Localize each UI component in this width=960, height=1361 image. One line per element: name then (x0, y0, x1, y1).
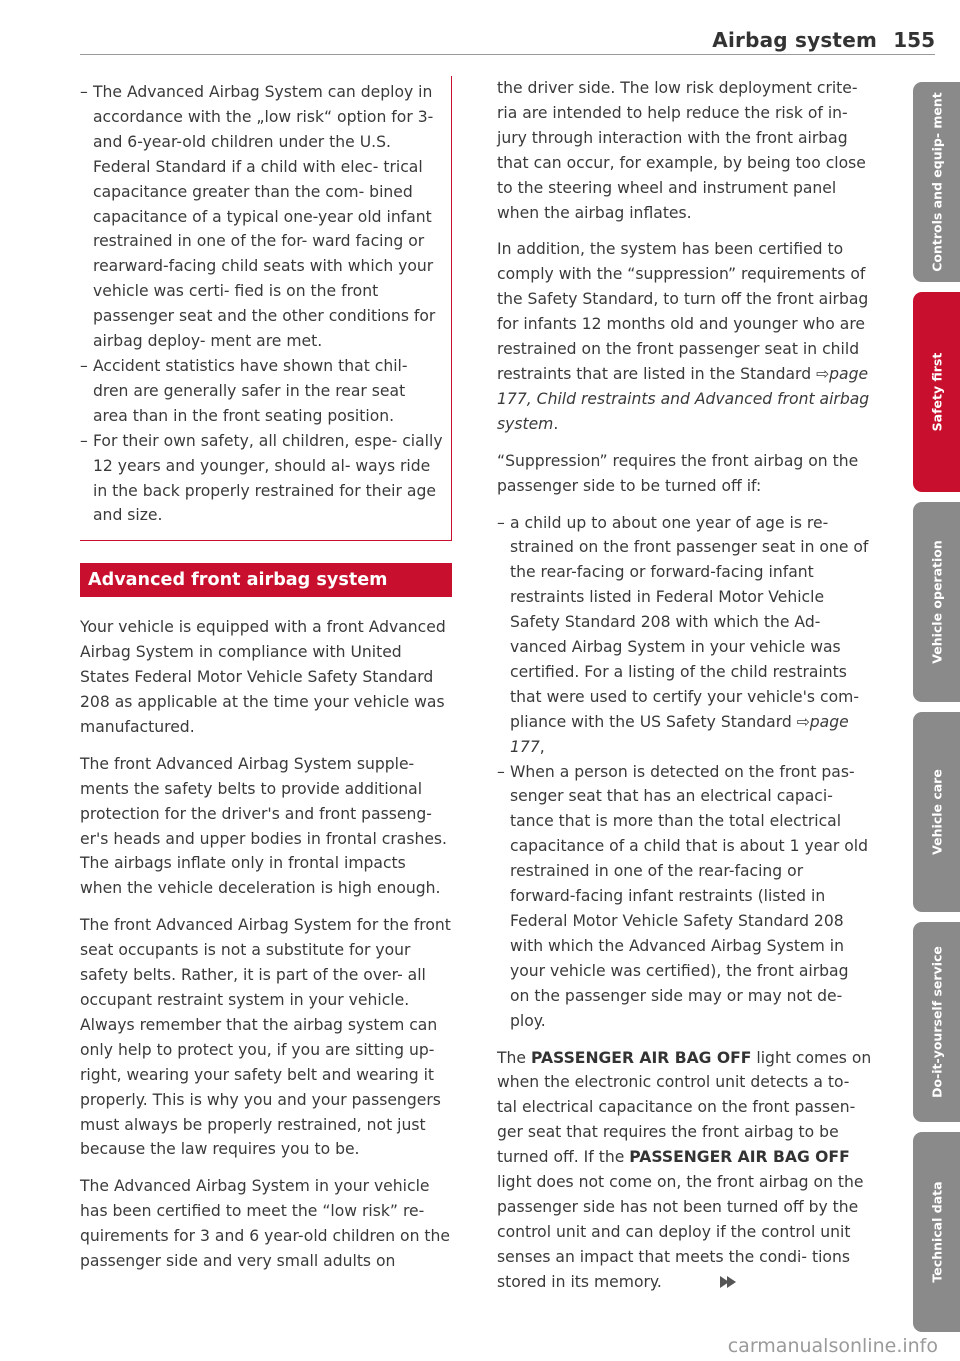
page-header (80, 26, 935, 66)
paragraph: Your vehicle is equipped with a front Advanced Airbag System in compliance with United States Federal Motor Vehicle Safety Standard 208 as applicable at the time your vehicle was manufactured. (80, 618, 446, 736)
list-item: – For their own safety, all children, espe- cially 12 years and younger, should al- ways ride in the back properly restrained for their age and size. (80, 431, 443, 525)
page-number: 155 (893, 28, 935, 52)
tab-safety-first[interactable]: Safety first (913, 292, 960, 492)
page-reference-link[interactable]: ⇨page 177 (510, 712, 849, 756)
tab-controls-and-equipment[interactable]: Controls and equip- ment (913, 82, 960, 282)
paragraph: The front Advanced Airbag System supple- ments the safety belts to provide additional protection for the driver's and front passeng- er's heads and upper bodies in frontal crashes. The airbags inflate only in frontal impacts when the vehicle deceleration is high enough. (80, 754, 448, 898)
paragraph: “Suppression” requires the front airbag on the passenger side to be turned off if: (497, 451, 859, 495)
list-item: – The Advanced Airbag System can deploy in accordance with the „low risk“ option for 3- and 6-year-old children under the U.S. Federal Standard if a child with elec- trical capacitance greater than the com- bined capacitance of a typical one-year old infant restrained in one of the for- ward facing or rearward-facing child seats with which your vehicle was certi- fied is on the front passenger seat and the other conditions for airbag deploy- ment are met. (80, 83, 436, 351)
watermark: carmanualsonline.info (727, 1335, 938, 1357)
paragraph: the driver side. The low risk deployment crite- ria are intended to help reduce the risk of in- jury through interaction with the front airbag that can occur, for example, by being too close to the steering wheel and instrument panel when the airbag inflates. (497, 79, 866, 222)
list-item: – Accident statistics have shown that chil- dren are generally safer in the rear seat area than in the front seating position. (80, 356, 408, 425)
section-title: Airbag system (712, 28, 877, 52)
paragraph: The Advanced Airbag System in your vehicle has been certified to meet the “low risk” re- quirements for 3 and 6 year-old children on the passenger side and very small adults on (80, 1177, 451, 1271)
warning-box (80, 76, 452, 541)
tab-technical-data[interactable]: Technical data (913, 1132, 960, 1332)
tab-do-it-yourself-service[interactable]: Do-it-yourself service (913, 922, 960, 1122)
continue-arrow-icon (727, 1276, 736, 1288)
list-item: – a child up to about one year of age is re- strained on the front passenger seat in one of the rear-facing or forward-facing infant restraints listed in Federal Motor Vehicle Safety Standard 208 with which the Ad- vanced Airbag System in your vehicle was certified. For a listing of the child restraints that were used to certify your vehicle's com- pliance with the US Safety Standard ⇨page 177, (497, 513, 869, 756)
paragraph: The PASSENGER AIR BAG OFF light comes on when the electronic control unit detects a to- tal electrical capacitance on the front passen- ger seat that requires the front airbag to be turned off. If the PASSENGER AIR BAG OFF light does not come on, the front airbag on the passenger side has not been turned off by the control unit and can deploy if the control unit senses an impact that meets the condi- tions stored in its memory. (497, 1048, 872, 1291)
paragraph: The front Advanced Airbag System for the front seat occupants is not a substitute for your safety belts. Rather, it is part of the over- all occupant restraint system in your vehicle. Always remember that the airbag system can only help to protect you, if you are sitting up- right, wearing your safety belt and wearing it properly. This is why you and your passengers must always be properly restrained, not just because the law requires you to be. (80, 916, 451, 1159)
list-item: – When a person is detected on the front pas- senger seat that has an electrical capaci- tance that is more than the total electrical capacitance of a child that is about 1 year old restrained in one of the rear-facing or forward-facing infant restraints (listed in Federal Motor Vehicle Safety Standard 208 with which the Advanced Airbag System in your vehicle was certified), the front airbag on the passenger side may or may not de- ploy. (497, 762, 869, 1030)
left-column (80, 76, 452, 1286)
page-reference-link[interactable]: ⇨page 177, Child restraints and Advanced front airbag system (497, 364, 870, 433)
section-heading: Advanced front airbag system (80, 563, 452, 597)
header-divider (80, 54, 935, 55)
tab-vehicle-operation[interactable]: Vehicle operation (913, 502, 960, 702)
right-column (497, 76, 872, 1307)
paragraph: In addition, the system has been certified to comply with the “suppression” requirements of the Safety Standard, to turn off the front airbag for infants 12 months old and younger who are restrained on the front passenger seat in child restraints that are listed in the Standard ⇨page 177, Child restraints and Advanced front airbag system. (497, 240, 870, 433)
tab-vehicle-care[interactable]: Vehicle care (913, 712, 960, 912)
